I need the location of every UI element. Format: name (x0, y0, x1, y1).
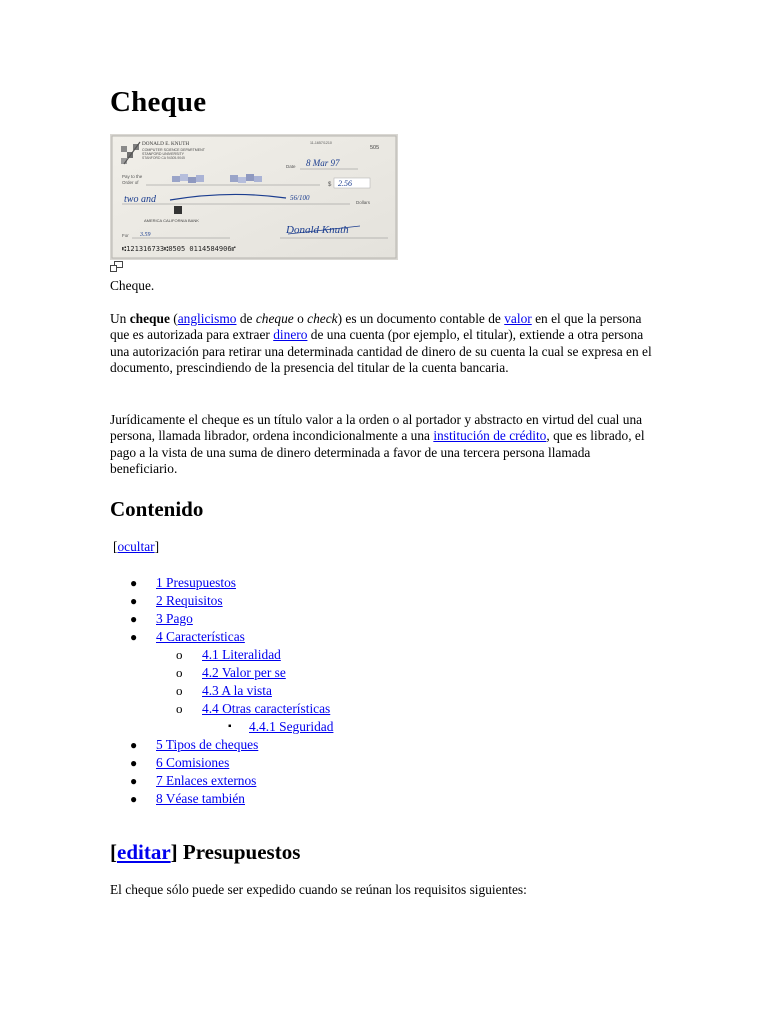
toc-bullet: ● (130, 612, 138, 626)
toc-link[interactable]: 4 Características (156, 629, 245, 644)
dollar-sign: $ (328, 182, 332, 188)
toc-link[interactable]: 4.1 Literalidad (202, 647, 281, 662)
magnify-icon[interactable] (110, 261, 123, 272)
check-date: 8 Mar 97 (306, 158, 340, 168)
edit-link[interactable]: editar (117, 840, 171, 864)
check-pay-label-2: Order of (122, 180, 139, 185)
section-body: El cheque sólo puede ser expedido cuando se reúnan los requisitos siguientes: (110, 882, 527, 897)
check-dept-2: STANFORD UNIVERSITY (142, 152, 185, 156)
check-memo: 3.59 (140, 232, 151, 238)
check-date-label: Date (286, 164, 296, 169)
link-dinero[interactable]: dinero (273, 327, 308, 343)
term-cheque: cheque (129, 311, 170, 326)
toc-bullet: ● (130, 576, 138, 590)
check-dept-3: STANFORD CA 94305-9045 (142, 156, 185, 160)
check-words: two and (124, 194, 156, 205)
toc-link[interactable]: 5 Tipos de cheques (156, 737, 259, 752)
check-number: 505 (370, 145, 380, 151)
check-amount: 2.56 (338, 179, 352, 188)
check-image (110, 134, 398, 260)
check-signature: Donald Knuth (286, 224, 349, 236)
link-institucion-credito[interactable]: institución de crédito (433, 428, 547, 444)
toc-link[interactable]: 4.4 Otras características (202, 701, 331, 716)
toc-bullet: ● (130, 774, 138, 788)
check-dollars-label: Dollars (356, 200, 371, 205)
toc-bullet: ▪ (228, 721, 232, 732)
toc-hide-link[interactable]: ocultar (117, 539, 155, 554)
check-bank: AMERICA CALIFORNIA BANK (144, 218, 199, 223)
bank-logo-icon (174, 206, 182, 214)
link-valor[interactable]: valor (504, 311, 532, 326)
check-fraction: 56/100 (290, 194, 310, 202)
toc-link[interactable]: 4.2 Valor per se (202, 665, 286, 680)
toc-bullet: o (176, 647, 183, 662)
toc-link[interactable]: 3 Pago (156, 611, 193, 626)
toc-link[interactable]: 4.3 A la vista (202, 683, 272, 698)
image-caption: Cheque. (110, 278, 155, 293)
legal-paragraph: Jurídicamente el cheque es un título valor a la orden o al portador y abstracto en virtud del cual una persona, llamada librador, ordena incondicionalmente a una institución de crédito, que es librado, el pago a la vista de una suma de dinero determinada a favor de una tercera persona llamada beneficiario. (110, 412, 645, 477)
contents-heading: Contenido (110, 497, 204, 521)
toc-bullet: o (176, 683, 183, 698)
page-title: Cheque (110, 86, 207, 118)
check-routing: 11-1657/1210 (310, 141, 332, 145)
check-dept-1: COMPUTER SCIENCE DEPARTMENT (142, 148, 205, 152)
toc-link[interactable]: 7 Enlaces externos (156, 773, 257, 788)
toc-bullet: ● (130, 738, 138, 752)
toc-bullet: ● (130, 630, 138, 644)
toc-link[interactable]: 6 Comisiones (156, 755, 230, 770)
section-title: Presupuestos (182, 840, 301, 864)
link-anglicismo[interactable]: anglicismo (177, 311, 237, 326)
toc-toggle: [ocultar] (113, 539, 160, 554)
toc-bullet: ● (130, 594, 138, 608)
intro-paragraph: Un cheque (anglicismo de cheque o check) es un documento contable de valor en el que la persona que es autorizada para extraer dinero de una cuenta (por ejemplo, el titular), extiende a otra persona una autorización para retirar una determinada cantidad de dinero de su cuenta la cual se expresa en el documento, prescindiendo de la presencia del titular de la cuenta bancaria. (110, 311, 652, 376)
toc-bullet: ● (130, 792, 138, 806)
section-heading-presupuestos: [editar] Presupuestos (110, 840, 301, 864)
toc-bullet: ● (130, 756, 138, 770)
toc-bullet: o (176, 701, 183, 716)
toc-bullet: o (176, 665, 183, 680)
toc-link[interactable]: 1 Presupuestos (156, 575, 236, 590)
toc-link[interactable]: 8 Véase también (156, 791, 245, 806)
check-pay-label-1: Pay to the (122, 174, 143, 179)
toc-link[interactable]: 2 Requisitos (156, 593, 223, 608)
check-memo-label: For (122, 233, 129, 238)
check-micr: ⑆121316733⑆0505 0114584906⑈ (122, 245, 236, 253)
toc-link[interactable]: 4.4.1 Seguridad (249, 719, 334, 734)
check-name: DONALD E. KNUTH (142, 141, 190, 147)
